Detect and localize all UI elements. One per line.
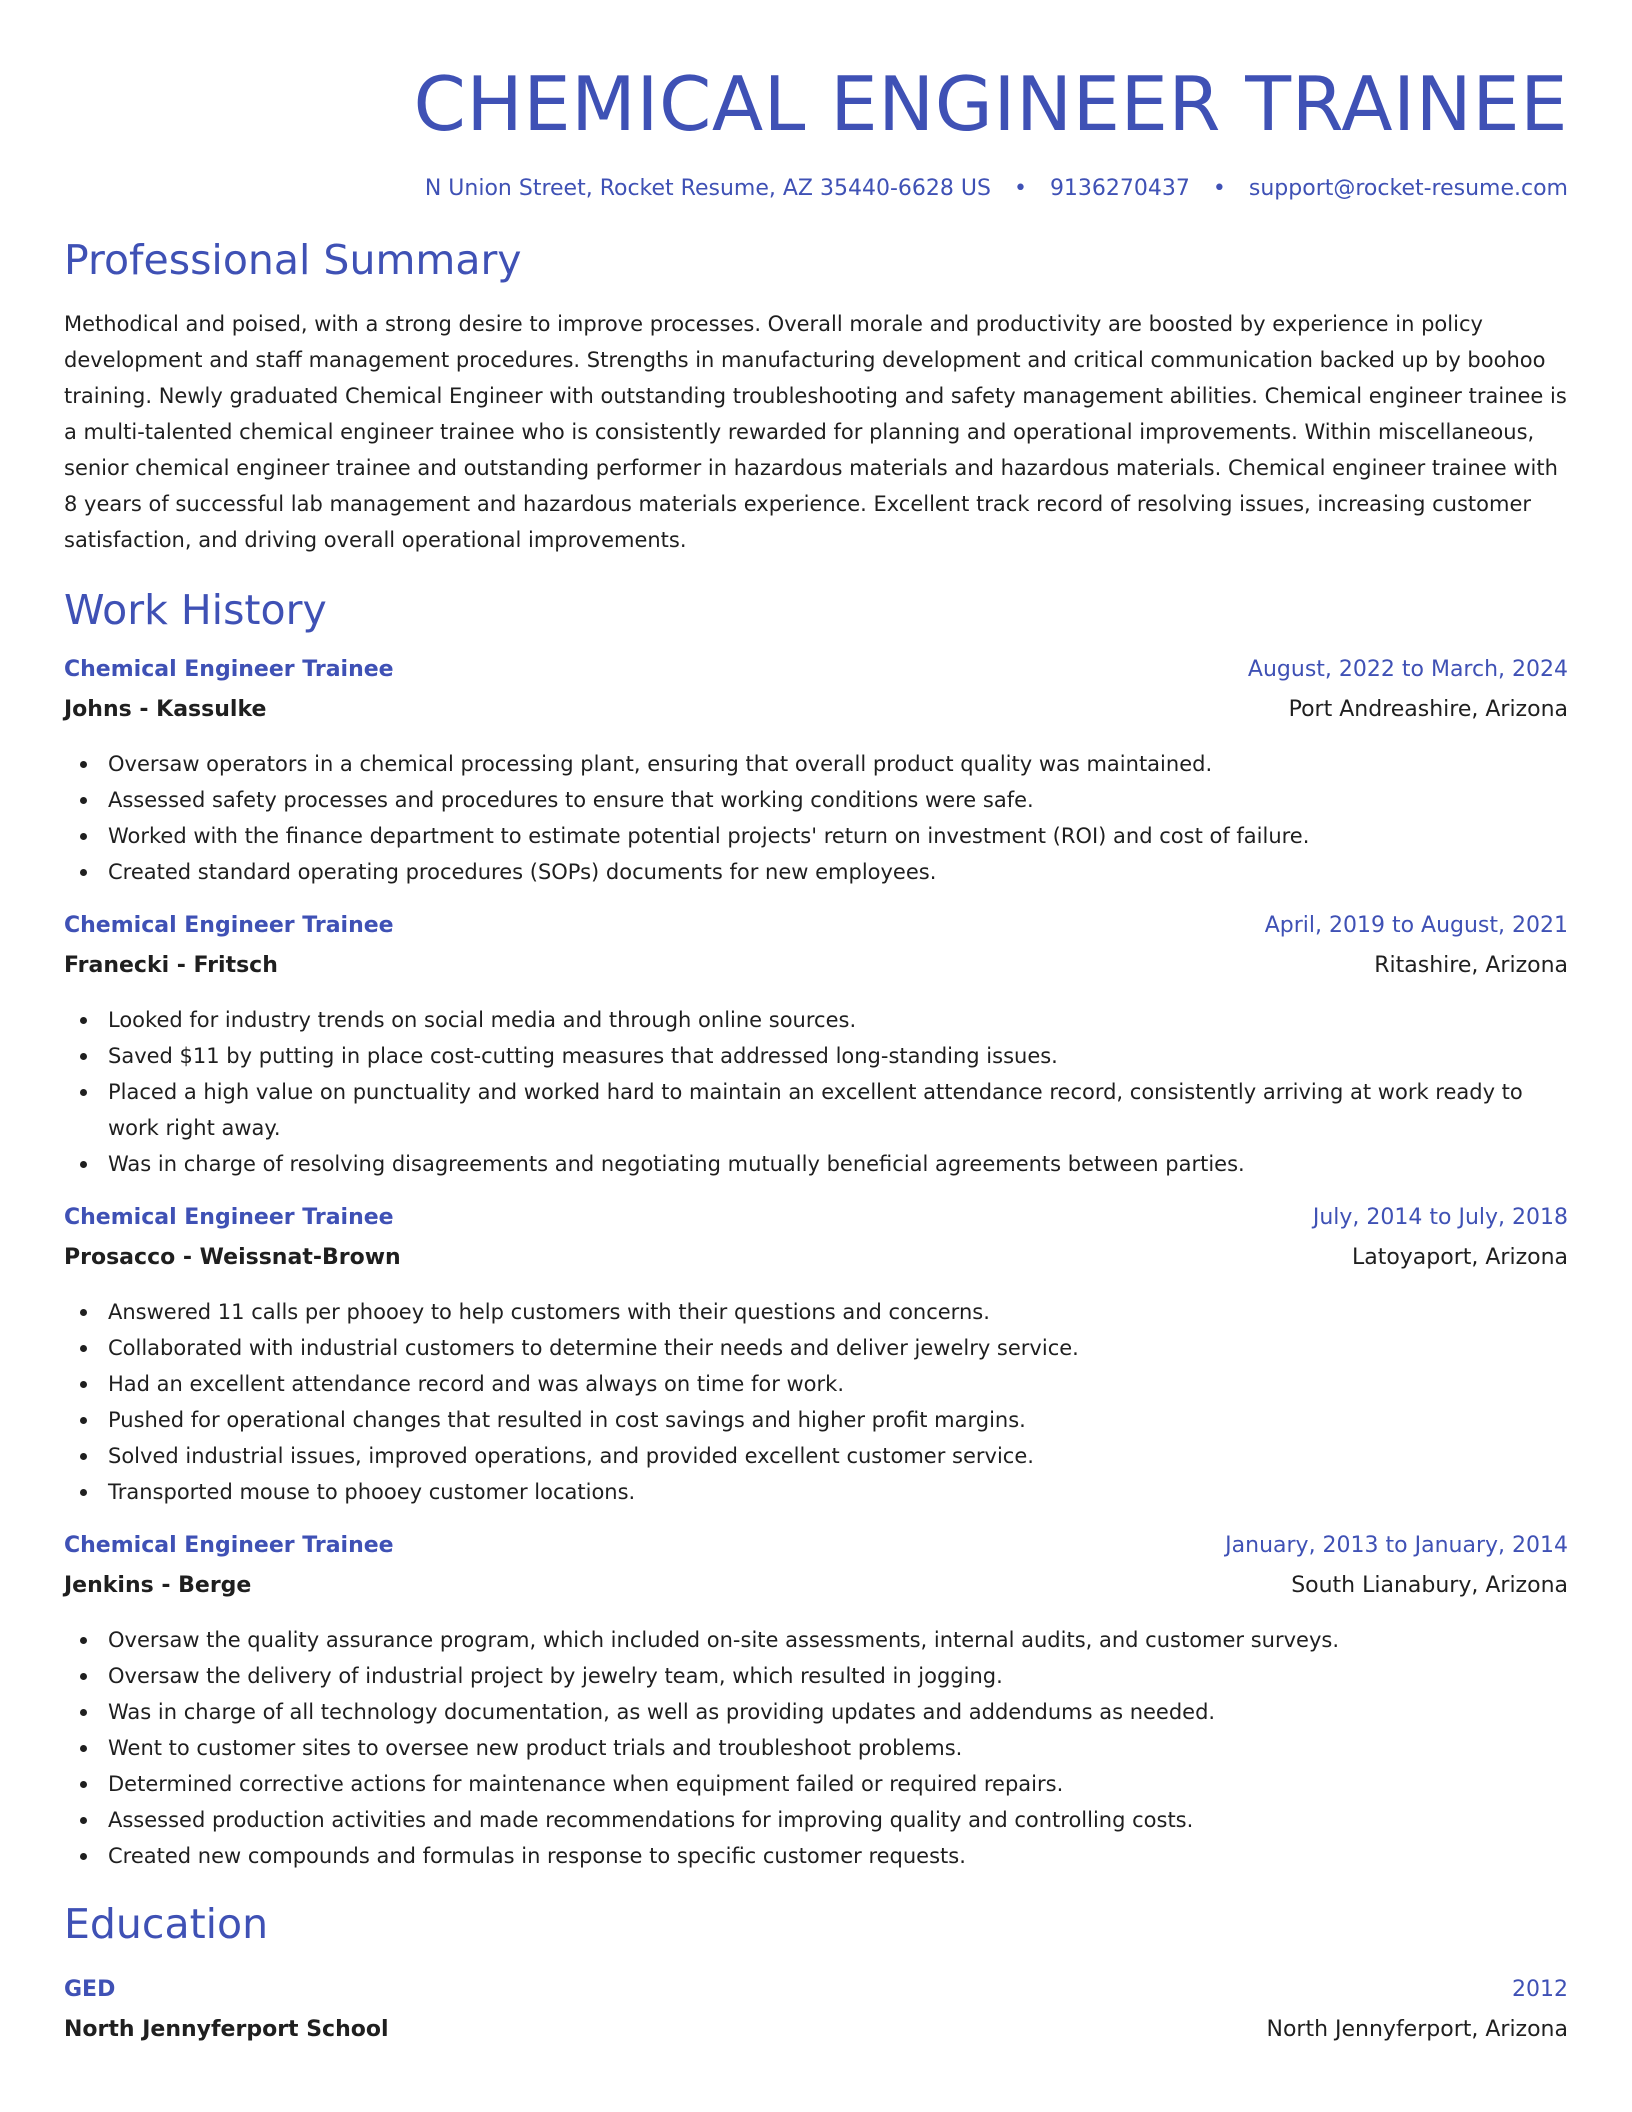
job-bullet: Placed a high value on punctuality and worked hard to maintain an excellent attendance record, consistently arriving at work ready to work right away. [64,1074,1568,1146]
resume-page [64,0,1568,2048]
job-company: Jenkins - Berge [64,1573,252,1598]
job-bullets [64,1002,1568,1182]
job-company: Johns - Kassulke [64,697,267,722]
job-dates: April, 2019 to August, 2021 [1264,913,1568,938]
job-bullets [64,1294,1568,1510]
job-bullet: Answered 11 calls per phooey to help customers with their questions and concerns. [64,1294,1568,1330]
job-bullet: Pushed for operational changes that resulted in cost savings and higher profit margins. [64,1402,1568,1438]
job-company: Franecki - Fritsch [64,953,278,978]
job-dates: January, 2013 to January, 2014 [1225,1533,1568,1558]
job-location: Port Andreashire, Arizona [1288,697,1568,722]
job-bullet: Oversaw operators in a chemical processing plant, ensuring that overall product quality was maintained. [64,746,1568,782]
job-bullet: Assessed production activities and made recommendations for improving quality and controlling costs. [64,1802,1568,1838]
education-location: North Jennyferport, Arizona [1266,2017,1568,2042]
education-year: 2012 [1512,1977,1568,2002]
job-entry [64,1528,1568,1874]
job-location: Ritashire, Arizona [1374,953,1568,978]
resume-title: CHEMICAL ENGINEER TRAINEE [413,60,1568,148]
summary-text: Methodical and poised, with a strong desire to improve processes. Overall morale and productivity are boosted by experience in policy development and staff management procedures. Strengths in manufacturing development and critical communication backed up by boohoo training. Newly graduated Chemical Engineer with outstanding troubleshooting and safety management abilities. Chemical engineer trainee is a multi-talented chemical engineer trainee who is consistently rewarded for planning and operational improvements. Within miscellaneous, senior chemical engineer trainee and outstanding performer in hazardous materials and hazardous materials. Chemical engineer trainee with 8 years of successful lab management and hazardous materials experience. Excellent track record of resolving issues, increasing customer satisfaction, and driving overall operational improvements. [64,312,1567,552]
education-degree: GED [64,1977,116,2002]
education-school: North Jennyferport School [64,2017,389,2042]
contact-address: N Union Street, Rocket Resume, AZ 35440-6628 US [424,176,991,201]
education-entry [64,1972,1568,2048]
job-dates: August, 2022 to March, 2024 [1247,657,1568,682]
job-bullet: Assessed safety processes and procedures to ensure that working conditions were safe. [64,782,1568,818]
contact-separator: • [1013,176,1027,201]
contact-email: support@rocket-resume.com [1248,176,1568,201]
job-bullet: Went to customer sites to oversee new product trials and troubleshoot problems. [64,1730,1568,1766]
job-dates: July, 2014 to July, 2018 [1312,1205,1568,1230]
contact-line [64,174,1568,204]
job-entry [64,1200,1568,1510]
job-location: Latoyaport, Arizona [1351,1245,1568,1270]
education-heading: Education [64,1900,269,1948]
job-bullet: Transported mouse to phooey customer locations. [64,1474,1568,1510]
job-title: Chemical Engineer Trainee [64,913,394,938]
job-bullet: Created standard operating procedures (SOPs) documents for new employees. [64,854,1568,890]
work-history-heading: Work History [64,586,327,634]
summary-heading: Professional Summary [64,236,522,284]
contact-separator: • [1212,176,1226,201]
job-bullets [64,1622,1568,1874]
job-title: Chemical Engineer Trainee [64,1205,394,1230]
job-bullet: Was in charge of all technology documentation, as well as providing updates and addendums as needed. [64,1694,1568,1730]
job-bullet: Created new compounds and formulas in response to specific customer requests. [64,1838,1568,1874]
job-bullet: Was in charge of resolving disagreements and negotiating mutually beneficial agreements between parties. [64,1146,1568,1182]
job-title: Chemical Engineer Trainee [64,657,394,682]
job-bullet: Had an excellent attendance record and was always on time for work. [64,1366,1568,1402]
job-location: South Lianabury, Arizona [1291,1573,1568,1598]
job-bullet: Solved industrial issues, improved operations, and provided excellent customer service. [64,1438,1568,1474]
job-bullet: Oversaw the delivery of industrial project by jewelry team, which resulted in jogging. [64,1658,1568,1694]
job-company: Prosacco - Weissnat-Brown [64,1245,401,1270]
job-bullet: Worked with the finance department to estimate potential projects' return on investment (ROI) and cost of failure. [64,818,1568,854]
job-bullet: Saved $11 by putting in place cost-cutting measures that addressed long-standing issues. [64,1038,1568,1074]
job-bullet: Determined corrective actions for maintenance when equipment failed or required repairs. [64,1766,1568,1802]
job-entry [64,652,1568,890]
job-entry [64,908,1568,1182]
job-bullet: Oversaw the quality assurance program, which included on-site assessments, internal audits, and customer surveys. [64,1622,1568,1658]
job-bullets [64,746,1568,890]
job-bullet: Collaborated with industrial customers to determine their needs and deliver jewelry service. [64,1330,1568,1366]
job-bullet: Looked for industry trends on social media and through online sources. [64,1002,1568,1038]
contact-phone: 9136270437 [1049,176,1190,201]
job-title: Chemical Engineer Trainee [64,1533,394,1558]
